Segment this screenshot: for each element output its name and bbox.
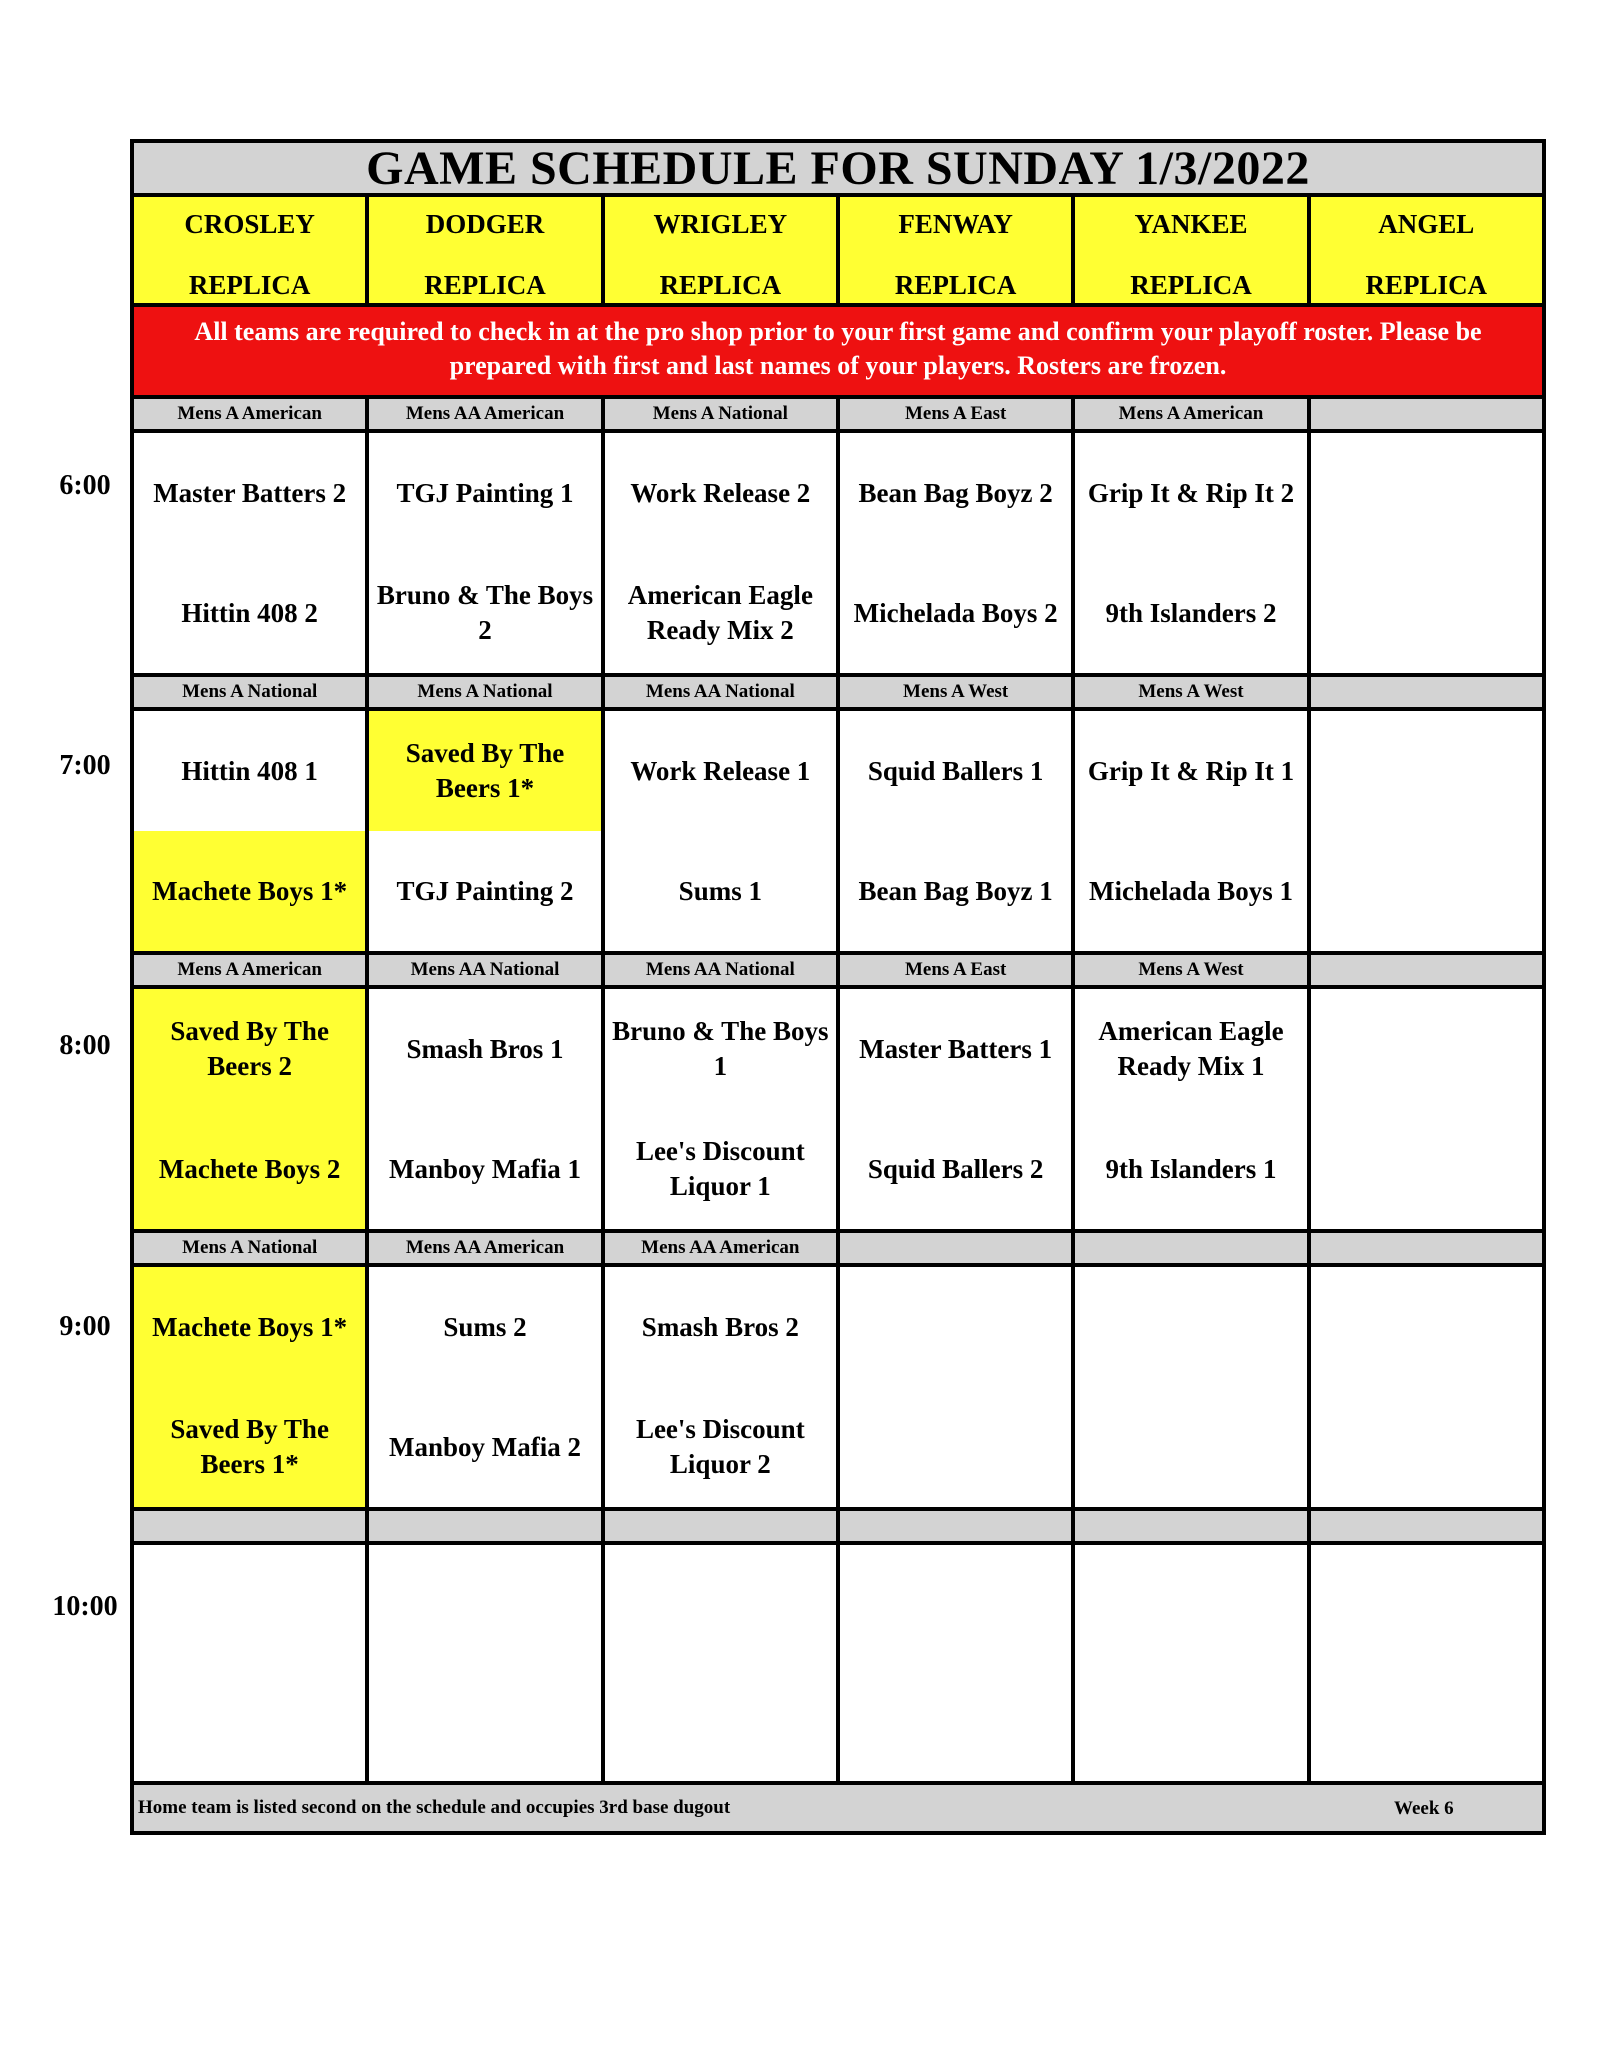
home-team (1311, 1663, 1542, 1781)
home-team: Manboy Mafia 2 (388, 1431, 581, 1462)
game-cell (840, 1545, 1075, 1781)
division-label (605, 1511, 840, 1541)
division-label: Mens A National (605, 399, 840, 429)
division-row (134, 1511, 1542, 1545)
footer-note: Home team is listed second on the schedule and occupies 3rd base dugout (138, 1797, 731, 1818)
division-label (1311, 1233, 1542, 1263)
time-label: 8:00 (59, 1030, 111, 1061)
game-cell (840, 989, 1075, 1229)
away-team (1075, 1267, 1306, 1387)
away-team: Master Batters 1 (859, 1033, 1053, 1064)
time-label: 6:00 (59, 470, 111, 501)
home-team: Lee's Discount Liquor 1 (635, 1136, 805, 1201)
field-subtitle: REPLICA (424, 270, 546, 300)
away-team: Bruno & The Boys 1 (612, 1016, 829, 1081)
division-label: Mens A West (1075, 677, 1310, 707)
field-header-wrigley (605, 197, 840, 303)
game-cell (1075, 1267, 1310, 1507)
game-cell (605, 1267, 840, 1507)
home-team (605, 1663, 836, 1781)
field-subtitle: REPLICA (659, 270, 782, 300)
game-cell (1075, 711, 1310, 951)
away-team (1311, 1267, 1542, 1387)
away-team: TGJ Painting 1 (396, 477, 574, 508)
division-label (369, 1511, 604, 1541)
game-row (134, 711, 1542, 955)
home-team: Lee's Discount Liquor 2 (635, 1414, 805, 1479)
away-team: Grip It & Rip It 1 (1087, 755, 1295, 786)
game-cell (369, 989, 604, 1229)
field-subtitle: REPLICA (1130, 270, 1252, 300)
division-label: Mens AA American (369, 1233, 604, 1263)
away-team: Master Batters 2 (153, 477, 347, 508)
away-team: American Eagle Ready Mix 1 (1098, 1016, 1284, 1081)
away-team (840, 1545, 1071, 1663)
game-cell (369, 711, 604, 951)
home-team (1311, 553, 1542, 673)
game-cell (1311, 433, 1542, 673)
game-row (134, 1545, 1542, 1785)
week-label: Week 6 (1394, 1798, 1454, 1819)
away-team (605, 1545, 836, 1663)
away-team: Work Release 1 (630, 755, 811, 786)
home-team: Saved By The Beers 1* (134, 1387, 365, 1507)
home-team (840, 1387, 1071, 1507)
home-team: Machete Boys 2 (134, 1109, 365, 1229)
home-team (840, 1663, 1071, 1781)
away-team (1311, 433, 1542, 553)
footer-bar (134, 1785, 1542, 1831)
division-label: Mens A National (369, 677, 604, 707)
away-team (134, 1545, 365, 1663)
division-row (134, 1233, 1542, 1267)
game-row (134, 1267, 1542, 1511)
game-cell (1075, 989, 1310, 1229)
game-cell (1311, 1545, 1542, 1781)
division-label (840, 1233, 1075, 1263)
schedule-sheet (130, 139, 1546, 1835)
game-cell (369, 433, 604, 673)
home-team (1075, 1663, 1306, 1781)
home-team (1311, 1109, 1542, 1229)
away-team: Machete Boys 1* (134, 1267, 365, 1387)
check-in-notice: All teams are required to check in at the pro shop prior to your first game and confirm your playoff roster. Please be prepared with first and last names of your players. Rosters are frozen. (134, 307, 1542, 399)
game-cell (134, 433, 369, 673)
time-label: 9:00 (59, 1311, 111, 1342)
division-label: Mens A West (1075, 955, 1310, 985)
division-label: Mens A National (134, 1233, 369, 1263)
game-cell (840, 433, 1075, 673)
game-cell (605, 711, 840, 951)
field-header-crosley (134, 197, 369, 303)
division-row (134, 399, 1542, 433)
away-team: Smash Bros 2 (641, 1311, 799, 1342)
home-team: 9th Islanders 1 (1105, 1153, 1277, 1184)
away-team: Grip It & Rip It 2 (1087, 477, 1295, 508)
home-team: Bruno & The Boys 2 (376, 580, 594, 645)
game-cell (605, 1545, 840, 1781)
game-row (134, 989, 1542, 1233)
division-label: Mens AA National (605, 955, 840, 985)
division-label: Mens AA American (369, 399, 604, 429)
division-label: Mens AA National (369, 955, 604, 985)
game-cell (1075, 433, 1310, 673)
division-label (1311, 399, 1542, 429)
division-label: Mens A American (1075, 399, 1310, 429)
division-label: Mens AA National (605, 677, 840, 707)
division-label (1311, 1511, 1542, 1541)
field-name: FENWAY (898, 209, 1013, 239)
field-header-dodger (369, 197, 604, 303)
home-team (369, 1663, 600, 1781)
time-label: 10:00 (52, 1591, 118, 1622)
field-header-row (134, 197, 1542, 307)
home-team: Squid Ballers 2 (867, 1153, 1044, 1184)
field-subtitle: REPLICA (188, 270, 311, 300)
field-name: WRIGLEY (653, 209, 788, 239)
division-label: Mens A East (840, 399, 1075, 429)
division-label (134, 1511, 369, 1541)
away-team: Saved By The Beers 1* (369, 711, 600, 831)
game-cell (369, 1545, 604, 1781)
division-label: Mens A East (840, 955, 1075, 985)
home-team: Bean Bag Boyz 1 (858, 875, 1053, 906)
division-label (840, 1511, 1075, 1541)
division-label: Mens AA American (605, 1233, 840, 1263)
away-team: Sums 2 (443, 1311, 527, 1342)
home-team (1311, 831, 1542, 951)
away-team (1311, 989, 1542, 1109)
game-cell (1311, 989, 1542, 1229)
away-team (840, 1267, 1071, 1387)
division-row (134, 955, 1542, 989)
schedule-title: GAME SCHEDULE FOR SUNDAY 1/3/2022 (134, 143, 1542, 197)
game-cell (134, 711, 369, 951)
game-cell (605, 989, 840, 1229)
time-slots (134, 399, 1542, 1785)
game-cell (134, 1267, 369, 1507)
division-label: Mens A National (134, 677, 369, 707)
away-team (1311, 711, 1542, 831)
game-cell (1075, 1545, 1310, 1781)
division-label: Mens A West (840, 677, 1075, 707)
field-name: CROSLEY (184, 209, 315, 239)
away-team (1311, 1545, 1542, 1663)
game-cell (1311, 1267, 1542, 1507)
away-team (369, 1545, 600, 1663)
home-team: 9th Islanders 2 (1105, 597, 1277, 628)
field-subtitle: REPLICA (894, 270, 1017, 300)
home-team: Sums 1 (678, 875, 762, 906)
home-team: Michelada Boys 1 (1088, 875, 1293, 906)
away-team: Bean Bag Boyz 2 (858, 477, 1053, 508)
division-label: Mens A American (134, 955, 369, 985)
division-label (1075, 1511, 1310, 1541)
game-cell (1311, 711, 1542, 951)
away-team: Hittin 408 1 (181, 755, 318, 786)
field-header-fenway (840, 197, 1075, 303)
home-team (1075, 1387, 1306, 1507)
home-team (1311, 1387, 1542, 1507)
home-team: American Eagle Ready Mix 2 (627, 580, 813, 645)
division-row (134, 677, 1542, 711)
home-team: Machete Boys 1* (134, 831, 365, 951)
game-cell (840, 1267, 1075, 1507)
game-cell (840, 711, 1075, 951)
game-cell (605, 433, 840, 673)
away-team: Work Release 2 (630, 477, 811, 508)
field-name: DODGER (425, 209, 545, 239)
home-team: Hittin 408 2 (181, 597, 318, 628)
field-name: ANGEL (1378, 209, 1475, 239)
field-header-yankee (1075, 197, 1310, 303)
away-team: Saved By The Beers 2 (134, 989, 365, 1109)
division-label (1311, 955, 1542, 985)
home-team (134, 1663, 365, 1781)
field-name: YANKEE (1134, 209, 1248, 239)
division-label (1311, 677, 1542, 707)
away-team: Smash Bros 1 (406, 1033, 564, 1064)
game-cell (134, 989, 369, 1229)
time-label: 7:00 (59, 750, 111, 781)
away-team (1075, 1545, 1306, 1663)
home-team: Michelada Boys 2 (853, 597, 1058, 628)
division-label: Mens A American (134, 399, 369, 429)
field-header-angel (1311, 197, 1542, 303)
division-label (1075, 1233, 1310, 1263)
game-cell (134, 1545, 369, 1781)
game-cell (369, 1267, 604, 1507)
home-team: TGJ Painting 2 (396, 875, 574, 906)
home-team: Manboy Mafia 1 (388, 1153, 581, 1184)
game-row (134, 433, 1542, 677)
field-subtitle: REPLICA (1365, 270, 1488, 300)
away-team: Squid Ballers 1 (867, 755, 1044, 786)
